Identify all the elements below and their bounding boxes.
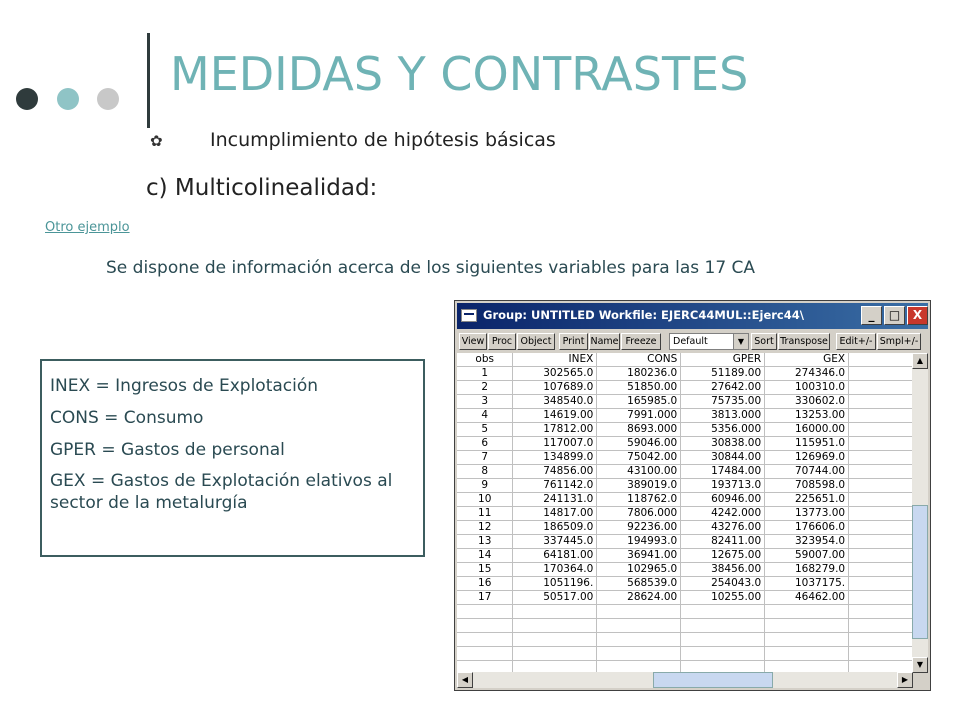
legend-line-gex: GEX = Gastos de Explotación elativos al sector de la metalurgía <box>50 471 393 513</box>
display-format-select[interactable] <box>669 333 749 350</box>
cell-empty[interactable] <box>849 633 913 647</box>
table-body <box>457 367 913 674</box>
table-row[interactable] <box>457 395 913 409</box>
cell-gper[interactable]: 51189.00 <box>681 367 765 381</box>
freeze-button[interactable]: Freeze <box>621 333 661 350</box>
cell-gex[interactable]: 168279.0 <box>765 563 849 577</box>
scroll-up-icon[interactable]: ▲ <box>912 353 928 369</box>
cell-empty[interactable] <box>597 647 681 661</box>
cell-cons[interactable]: 180236.0 <box>597 367 681 381</box>
cell-empty[interactable] <box>849 605 913 619</box>
cell-obs[interactable]: 15 <box>457 563 513 577</box>
subheading: c) Multicolinealidad: <box>146 175 378 201</box>
empty-row[interactable] <box>457 619 913 633</box>
cell-gper[interactable]: 3813.000 <box>681 409 765 423</box>
cell-obs[interactable]: 7 <box>457 451 513 465</box>
cell-empty[interactable] <box>849 577 913 591</box>
cell-gex[interactable]: 708598.0 <box>765 479 849 493</box>
table-row[interactable] <box>457 479 913 493</box>
cell-cons[interactable]: 36941.00 <box>597 549 681 563</box>
table-row[interactable] <box>457 493 913 507</box>
cell-inex[interactable]: 186509.0 <box>513 521 597 535</box>
cell-empty[interactable] <box>849 395 913 409</box>
view-button[interactable]: View <box>459 333 487 350</box>
empty-row[interactable] <box>457 633 913 647</box>
cell-empty[interactable] <box>849 479 913 493</box>
cell-inex[interactable]: 337445.0 <box>513 535 597 549</box>
sort-button[interactable]: Sort <box>751 333 777 350</box>
cell-empty[interactable] <box>849 591 913 605</box>
cell-gex[interactable]: 330602.0 <box>765 395 849 409</box>
cell-gper[interactable]: 17484.00 <box>681 465 765 479</box>
cell-gper[interactable]: 193713.0 <box>681 479 765 493</box>
col-header-cons[interactable]: CONS <box>597 353 681 367</box>
cell-obs[interactable]: 11 <box>457 507 513 521</box>
table-row[interactable] <box>457 563 913 577</box>
cell-obs[interactable]: 13 <box>457 535 513 549</box>
table-row[interactable] <box>457 577 913 591</box>
legend-line-inex: INEX = Ingresos de Explotación <box>50 376 319 396</box>
close-button[interactable]: X <box>907 306 928 325</box>
table-row[interactable] <box>457 437 913 451</box>
cell-empty[interactable] <box>513 647 597 661</box>
cell-empty[interactable] <box>849 549 913 563</box>
cell-empty[interactable] <box>849 367 913 381</box>
cell-gper[interactable]: 12675.00 <box>681 549 765 563</box>
cell-empty[interactable] <box>597 605 681 619</box>
cell-empty[interactable] <box>457 619 513 633</box>
slide-title: MEDIDAS Y CONTRASTES <box>170 47 749 101</box>
variable-legend <box>40 359 425 557</box>
table-row[interactable] <box>457 507 913 521</box>
cell-gper[interactable]: 82411.00 <box>681 535 765 549</box>
cell-gper[interactable]: 60946.00 <box>681 493 765 507</box>
cell-inex[interactable]: 761142.0 <box>513 479 597 493</box>
cell-empty[interactable] <box>849 423 913 437</box>
cell-obs[interactable]: 16 <box>457 577 513 591</box>
other-example-link[interactable]: Otro ejemplo <box>45 220 130 235</box>
cell-cons[interactable]: 118762.0 <box>597 493 681 507</box>
table-row[interactable] <box>457 409 913 423</box>
window-toolbar <box>457 332 928 352</box>
cell-gper[interactable]: 43276.00 <box>681 521 765 535</box>
window-titlebar[interactable] <box>457 303 928 329</box>
cell-gper[interactable]: 38456.00 <box>681 563 765 577</box>
cell-inex[interactable]: 50517.00 <box>513 591 597 605</box>
col-header-empty <box>849 353 913 367</box>
cell-empty[interactable] <box>513 605 597 619</box>
cell-empty[interactable] <box>765 605 849 619</box>
cell-inex[interactable]: 64181.00 <box>513 549 597 563</box>
cell-cons[interactable]: 92236.00 <box>597 521 681 535</box>
eviews-group-window <box>454 300 931 691</box>
cell-cons[interactable]: 194993.0 <box>597 535 681 549</box>
cell-empty[interactable] <box>765 619 849 633</box>
cell-cons[interactable]: 7806.000 <box>597 507 681 521</box>
cell-empty[interactable] <box>765 647 849 661</box>
cell-inex[interactable]: 1051196. <box>513 577 597 591</box>
cell-empty[interactable] <box>849 619 913 633</box>
cell-cons[interactable]: 59046.00 <box>597 437 681 451</box>
cell-empty[interactable] <box>681 605 765 619</box>
col-header-gper[interactable]: GPER <box>681 353 765 367</box>
cell-gper[interactable]: 30838.00 <box>681 437 765 451</box>
cell-inex[interactable]: 107689.0 <box>513 381 597 395</box>
table-row[interactable] <box>457 549 913 563</box>
cell-obs[interactable]: 4 <box>457 409 513 423</box>
cell-obs[interactable]: 6 <box>457 437 513 451</box>
legend-line-cons: CONS = Consumo <box>50 408 204 428</box>
data-table <box>457 353 913 673</box>
cell-gex[interactable]: 59007.00 <box>765 549 849 563</box>
col-header-inex[interactable]: INEX <box>513 353 597 367</box>
col-header-obs: obs <box>457 353 513 367</box>
cell-obs[interactable]: 17 <box>457 591 513 605</box>
cell-gper[interactable]: 10255.00 <box>681 591 765 605</box>
cell-empty[interactable] <box>849 493 913 507</box>
cell-empty[interactable] <box>849 381 913 395</box>
cell-empty[interactable] <box>681 619 765 633</box>
cell-gex[interactable]: 323954.0 <box>765 535 849 549</box>
cell-obs[interactable]: 1 <box>457 367 513 381</box>
cell-obs[interactable]: 10 <box>457 493 513 507</box>
cell-empty[interactable] <box>597 619 681 633</box>
cell-cons[interactable]: 165985.0 <box>597 395 681 409</box>
proc-button[interactable]: Proc <box>488 333 516 350</box>
cell-empty[interactable] <box>849 535 913 549</box>
cell-obs[interactable]: 3 <box>457 395 513 409</box>
cell-inex[interactable]: 302565.0 <box>513 367 597 381</box>
cell-gex[interactable]: 46462.00 <box>765 591 849 605</box>
empty-row[interactable] <box>457 605 913 619</box>
cell-gex[interactable]: 100310.0 <box>765 381 849 395</box>
cell-obs[interactable]: 14 <box>457 549 513 563</box>
deco-dot-1 <box>16 88 38 110</box>
bullet-text: Incumplimiento de hipótesis básicas <box>210 129 556 151</box>
cell-cons[interactable]: 43100.00 <box>597 465 681 479</box>
cell-cons[interactable]: 102965.0 <box>597 563 681 577</box>
cell-inex[interactable]: 17812.00 <box>513 423 597 437</box>
horizontal-scroll-thumb[interactable] <box>653 672 773 688</box>
cell-empty[interactable] <box>597 633 681 647</box>
cell-gex[interactable]: 70744.00 <box>765 465 849 479</box>
cell-gper[interactable]: 27642.00 <box>681 381 765 395</box>
cell-cons[interactable]: 51850.00 <box>597 381 681 395</box>
cell-empty[interactable] <box>849 437 913 451</box>
table-row[interactable] <box>457 535 913 549</box>
cell-gex[interactable]: 115951.0 <box>765 437 849 451</box>
table-row[interactable] <box>457 465 913 479</box>
empty-row[interactable] <box>457 647 913 661</box>
cell-inex[interactable]: 14619.00 <box>513 409 597 423</box>
scroll-right-icon[interactable]: ▶ <box>897 672 913 688</box>
cell-empty[interactable] <box>513 633 597 647</box>
print-button[interactable]: Print <box>559 333 588 350</box>
cell-obs[interactable]: 2 <box>457 381 513 395</box>
cell-inex[interactable]: 241131.0 <box>513 493 597 507</box>
title-divider <box>147 33 150 128</box>
cell-empty[interactable] <box>457 647 513 661</box>
table-row[interactable] <box>457 451 913 465</box>
cell-gex[interactable]: 1037175. <box>765 577 849 591</box>
vertical-scroll-thumb[interactable] <box>912 505 928 639</box>
cell-gper[interactable]: 75735.00 <box>681 395 765 409</box>
cell-gper[interactable]: 254043.0 <box>681 577 765 591</box>
cell-empty[interactable] <box>457 605 513 619</box>
cell-cons[interactable]: 7991.000 <box>597 409 681 423</box>
cell-empty[interactable] <box>849 465 913 479</box>
window-app-icon <box>461 309 477 322</box>
minimize-button[interactable]: _ <box>861 306 882 325</box>
cell-empty[interactable] <box>849 409 913 423</box>
col-header-gex[interactable]: GEX <box>765 353 849 367</box>
cell-cons[interactable]: 568539.0 <box>597 577 681 591</box>
cell-gper[interactable]: 30844.00 <box>681 451 765 465</box>
cell-gex[interactable]: 16000.00 <box>765 423 849 437</box>
horizontal-scrollbar[interactable] <box>457 672 913 688</box>
deco-dot-3 <box>97 88 119 110</box>
table-header-row <box>457 353 913 367</box>
cell-empty[interactable] <box>765 633 849 647</box>
cell-empty[interactable] <box>681 647 765 661</box>
deco-dot-2 <box>57 88 79 110</box>
transpose-button[interactable]: Transpose <box>778 333 830 350</box>
cell-gex[interactable]: 176606.0 <box>765 521 849 535</box>
spreadsheet-grid[interactable] <box>457 353 913 673</box>
cell-inex[interactable]: 117007.0 <box>513 437 597 451</box>
cell-inex[interactable]: 348540.0 <box>513 395 597 409</box>
cell-obs[interactable]: 9 <box>457 479 513 493</box>
cell-empty[interactable] <box>849 647 913 661</box>
cell-inex[interactable]: 170364.0 <box>513 563 597 577</box>
table-row[interactable] <box>457 423 913 437</box>
cell-inex[interactable]: 74856.00 <box>513 465 597 479</box>
cell-empty[interactable] <box>849 451 913 465</box>
edit-toggle-button[interactable]: Edit+/- <box>836 333 876 350</box>
cell-cons[interactable]: 75042.00 <box>597 451 681 465</box>
cell-obs[interactable]: 5 <box>457 423 513 437</box>
maximize-button[interactable]: □ <box>884 306 905 325</box>
cell-obs[interactable]: 8 <box>457 465 513 479</box>
object-button[interactable]: Object <box>517 333 555 350</box>
cell-cons[interactable]: 28624.00 <box>597 591 681 605</box>
table-row[interactable] <box>457 591 913 605</box>
bullet-icon: ✿ <box>150 132 163 150</box>
cell-gper[interactable]: 4242.000 <box>681 507 765 521</box>
scroll-left-icon[interactable]: ◀ <box>457 672 473 688</box>
smpl-toggle-button[interactable]: Smpl+/- <box>877 333 921 350</box>
cell-gper[interactable]: 5356.000 <box>681 423 765 437</box>
cell-gex[interactable]: 225651.0 <box>765 493 849 507</box>
cell-empty[interactable] <box>849 563 913 577</box>
cell-inex[interactable]: 134899.0 <box>513 451 597 465</box>
scroll-down-icon[interactable]: ▼ <box>912 657 928 673</box>
cell-empty[interactable] <box>849 521 913 535</box>
cell-gex[interactable]: 13253.00 <box>765 409 849 423</box>
cell-gex[interactable]: 13773.00 <box>765 507 849 521</box>
table-row[interactable] <box>457 521 913 535</box>
cell-cons[interactable]: 389019.0 <box>597 479 681 493</box>
cell-empty[interactable] <box>513 619 597 633</box>
cell-inex[interactable]: 14817.00 <box>513 507 597 521</box>
window-title: Group: UNTITLED Workfile: EJERC44MUL::Ejerc44\ <box>483 308 804 322</box>
cell-empty[interactable] <box>849 507 913 521</box>
display-format-value: Default <box>673 336 708 347</box>
cell-gex[interactable]: 126969.0 <box>765 451 849 465</box>
table-row[interactable] <box>457 381 913 395</box>
legend-line-gper: GPER = Gastos de personal <box>50 440 285 460</box>
cell-empty[interactable] <box>457 633 513 647</box>
name-button[interactable]: Name <box>589 333 620 350</box>
cell-cons[interactable]: 8693.000 <box>597 423 681 437</box>
cell-obs[interactable]: 12 <box>457 521 513 535</box>
cell-empty[interactable] <box>681 633 765 647</box>
vertical-scrollbar[interactable] <box>912 353 928 673</box>
chevron-down-icon[interactable]: ▼ <box>733 334 748 349</box>
cell-gex[interactable]: 274346.0 <box>765 367 849 381</box>
table-row[interactable] <box>457 367 913 381</box>
description-text: Se dispone de información acerca de los siguientes variables para las 17 CA <box>106 258 756 278</box>
